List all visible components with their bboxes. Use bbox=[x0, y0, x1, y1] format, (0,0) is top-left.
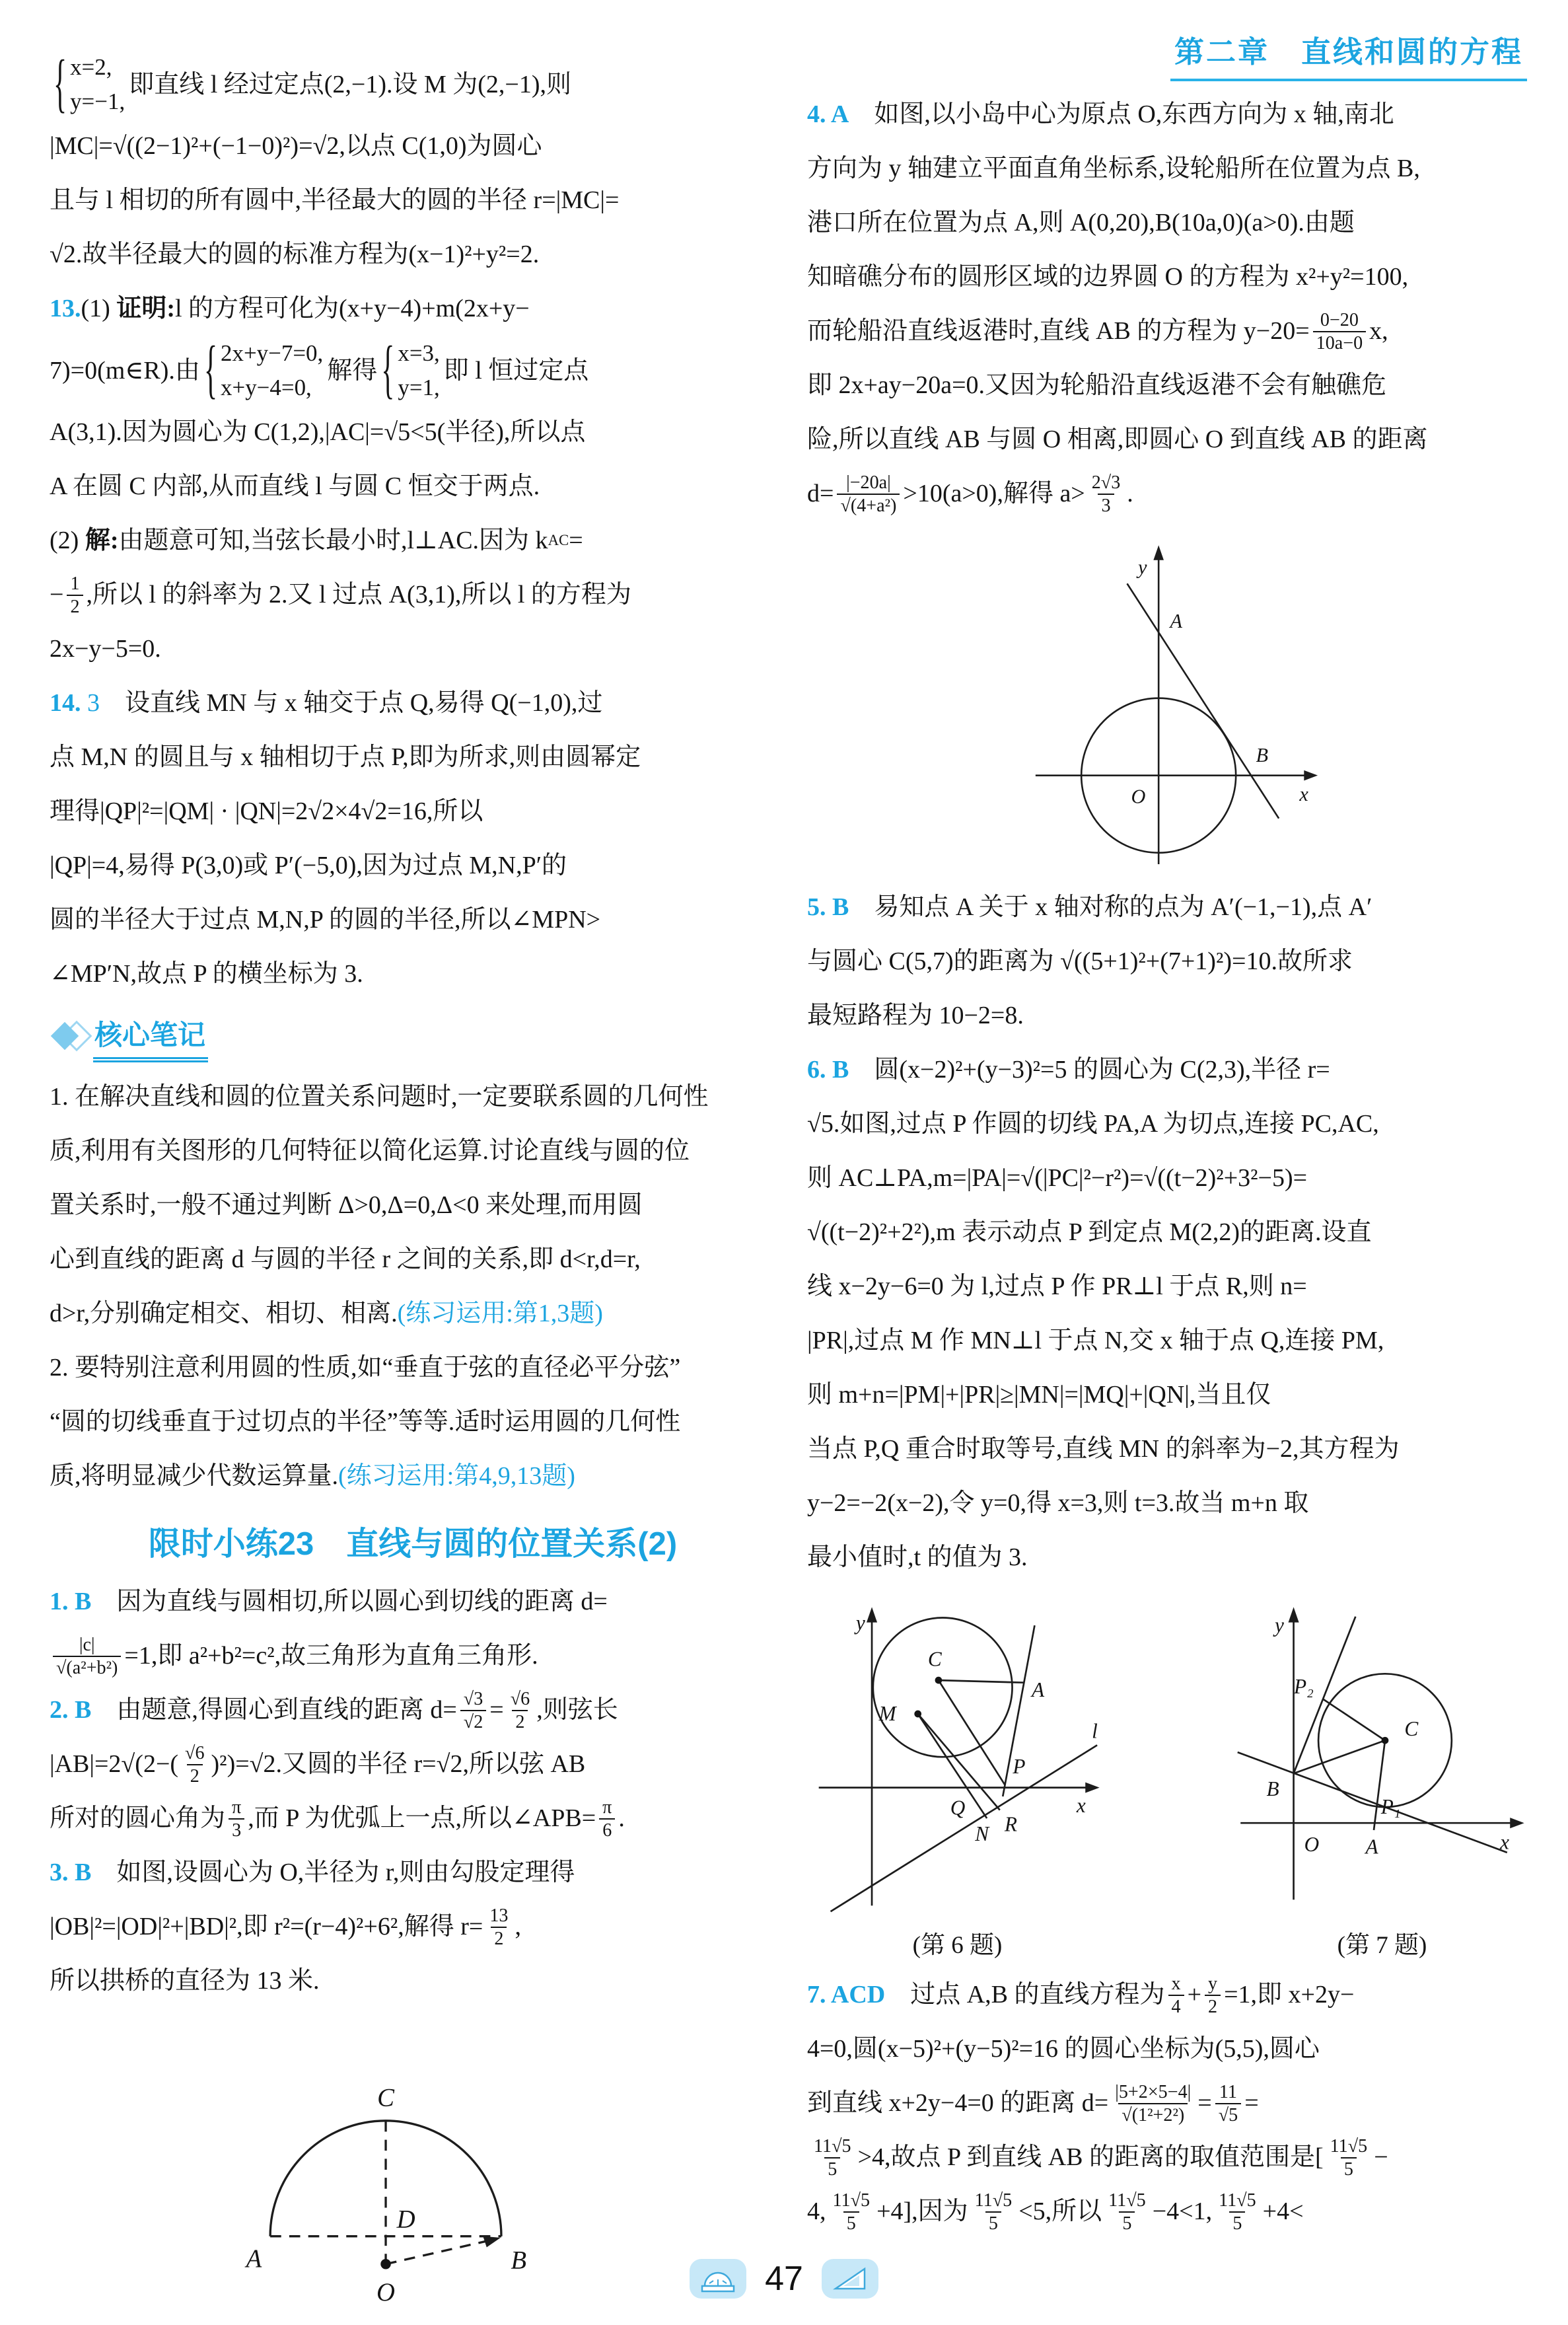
text-line: 最小值时,t 的值为 3. bbox=[807, 1543, 1028, 1572]
fraction: $\frac{0-20}{10a-0}$ bbox=[1313, 309, 1367, 354]
text-line: 3. B 如图,设圆心为 O,半径为 r,则由勾股定理得 bbox=[50, 1858, 575, 1886]
fraction: $\frac{11}{√5}$ bbox=[1215, 2081, 1241, 2126]
equation-system: { x=2, y=−1, bbox=[53, 49, 125, 121]
page-number: 47 bbox=[765, 2260, 803, 2298]
set-square-icon bbox=[822, 2259, 878, 2299]
fraction: $\frac{11√5}{5}$ bbox=[832, 2190, 871, 2234]
text-line: 2x−y−5=0. bbox=[50, 634, 161, 663]
fraction: $\frac{|5+2\times 5-4|}{\text{√(1²+2²)}}$ bbox=[1115, 2081, 1192, 2125]
point-label: B bbox=[1256, 743, 1268, 766]
text-line: 方向为 y 轴建立平面直角坐标系,设轮船所在位置为点 B, bbox=[807, 155, 1420, 183]
text-line: 所对的圆心角为 $\frac{\pi}{3}$ ,而 P 为优弧上一点,所以∠APB= $\frac{\pi}{6}$ . bbox=[50, 1796, 625, 1841]
text-line: { x=2, y=−1, 即直线 l 经过定点(2,−1).设 M 为(2,−1),则 bbox=[53, 49, 572, 121]
text-line: y−2=−2(x−2),令 y=0,得 x=3,则 t=3.故当 m+n 取 bbox=[807, 1489, 1309, 1518]
text-line: 圆的半径大于过点 M,N,P 的圆的半径,所以∠MPN> bbox=[50, 905, 601, 934]
text-line: 险,所以直线 AB 与圆 O 相离,即圆心 O 到直线 AB 的距离 bbox=[807, 425, 1428, 454]
text-line: $\frac{|c|}{\text{√(a²+b²)}}$ =1,即 a²+b²=c²,故三角形为直角三角形. bbox=[50, 1629, 776, 1683]
point-label: D bbox=[396, 2205, 415, 2234]
island-diagram bbox=[1003, 529, 1337, 873]
text-line: 且与 l 相切的所有圆中,半径最大的圆的半径 r=|MC|= bbox=[50, 186, 620, 215]
q7-figure bbox=[1232, 1593, 1532, 1960]
point-label: C bbox=[927, 1647, 942, 1671]
text-line: 14. 3 设直线 MN 与 x 轴交于点 Q,易得 Q(−1,0),过 bbox=[50, 688, 603, 717]
point-label: P bbox=[1013, 1755, 1026, 1779]
point-label: A bbox=[1365, 1835, 1378, 1859]
notes-section-header bbox=[50, 1014, 776, 1062]
fraction: $\frac{|c|}{\text{√(a²+b²)}}$ bbox=[53, 1634, 121, 1679]
point-label: A bbox=[246, 2244, 262, 2273]
diamond-icon bbox=[50, 1018, 92, 1058]
chapter-title: 第二章 直线和圆的方程 bbox=[1170, 28, 1527, 81]
text-line: 与圆心 C(5,7)的距离为 √((5+1)²+(7+1)²)=10.故所求 bbox=[807, 947, 1353, 976]
fraction: $\frac{√3}{√2}$ bbox=[460, 1688, 486, 1733]
figure-wrapper bbox=[807, 529, 1532, 873]
point-label: O bbox=[1131, 785, 1145, 808]
point-label: P₂ bbox=[1293, 1674, 1314, 1698]
fraction: $\frac{|-20a|}{\text{√(4+a²)}}$ bbox=[837, 472, 900, 517]
axis-label: y bbox=[1275, 1613, 1284, 1637]
drill-section-title: 限时小练23 直线与圆的位置关系(2) bbox=[148, 1526, 678, 1562]
text-line: 最短路程为 10−2=8. bbox=[807, 1002, 1024, 1030]
text-line: A(3,1).因为圆心为 C(1,2),|AC|=√5<5(半径),所以点 bbox=[50, 418, 586, 446]
text-line: 13. (1) 证明: l 的方程可化为(x+y−4)+m(2x+y− bbox=[50, 295, 530, 323]
point-label: M bbox=[878, 1701, 896, 1725]
text-line: |AB|=2√(2−( $\frac{√6}{2}$ )²)=√2.又圆的半径 r=√2,所以弦 AB bbox=[50, 1742, 586, 1787]
fraction: $\frac{1}{2}$ bbox=[67, 573, 83, 618]
text-line: 线 x−2y−6=0 为 l,过点 P 作 PR⊥l 于点 R,则 n= bbox=[807, 1273, 1307, 1301]
fraction: $\frac{11√5}{5}$ bbox=[814, 2135, 851, 2180]
point-label: C bbox=[1404, 1717, 1419, 1741]
text-line: 质,将明显减少代数运算量. (练习运用:第4,9,13题) bbox=[50, 1461, 575, 1490]
fraction: $\frac{2√3}{3}$ bbox=[1091, 472, 1121, 516]
fraction: $\frac{11√5}{5}$ bbox=[1330, 2135, 1368, 2180]
text-line: |PR|,过点 M 作 MN⊥l 于点 N,交 x 轴于点 Q,连接 PM, bbox=[807, 1327, 1384, 1355]
notes-title: 核心笔记 bbox=[93, 1014, 208, 1062]
text-line: “圆的切线垂直于过切点的半径”等等.适时运用圆的几何性 bbox=[50, 1407, 681, 1436]
fraction: $\frac{11√5}{5}$ bbox=[1219, 2190, 1256, 2234]
point-label: N bbox=[975, 1822, 989, 1845]
fraction: $\frac{x}{4}$ bbox=[1168, 1973, 1184, 2018]
island-figure bbox=[1003, 529, 1337, 873]
right-column bbox=[807, 28, 1532, 2239]
text-line: 点 M,N 的圆且与 x 轴相切于点 P,即为所求,则由圆幂定 bbox=[50, 743, 641, 771]
fraction: $\frac{√6}{2}$ bbox=[510, 1688, 530, 1732]
text-line: 心到直线的距离 d 与圆的半径 r 之间的关系,即 d<r,d=r, bbox=[50, 1245, 641, 1273]
fraction: $\frac{\pi}{3}$ bbox=[229, 1796, 244, 1841]
equation-system: { 2x+y−7=0, x+y−4=0, bbox=[203, 334, 324, 407]
text-line: √5.如图,过点 P 作圆的切线 PA,A 为切点,连接 PC,AC, bbox=[807, 1110, 1379, 1138]
axis-label: y bbox=[855, 1611, 865, 1635]
text-line: 4, $\frac{11√5}{5}$ +4],因为 $\frac{11√5}{5}$ <5,所以 $\frac{11√5}{5}$ −4<1, $\frac{11√5}{5}$ +4< bbox=[807, 2190, 1304, 2234]
text-line: 2. B 由题意,得圆心到直线的距离 d= $\frac{√3}{√2}$ = $\frac{√6}{2}$ ,则弦长 bbox=[50, 1688, 618, 1732]
text-line: 而轮船沿直线返港时,直线 AB 的方程为 y−20= $\frac{0-20}{10a-0}$ x, bbox=[807, 309, 1388, 353]
text-line: 4. A 如图,以小岛中心为原点 O,东西方向为 x 轴,南北 bbox=[807, 100, 1394, 129]
point-label: C bbox=[377, 2083, 394, 2112]
text-line: 质,利用有关图形的几何特征以简化运算.讨论直线与圆的位 bbox=[50, 1136, 690, 1165]
point-label: O bbox=[1304, 1833, 1320, 1857]
text-line: 当点 P,Q 重合时取等号,直线 MN 的斜率为−2,其方程为 bbox=[807, 1435, 1400, 1463]
page-footer bbox=[0, 2259, 1568, 2299]
point-label: A bbox=[1170, 610, 1182, 633]
axis-label: y bbox=[1137, 556, 1147, 579]
text-line: 7. ACD 过点 A,B 的直线方程为 $\frac{x}{4}$ + $\frac{y}{2}$ =1,即 x+2y− bbox=[807, 1973, 1355, 2017]
text-line: 置关系时,一般不通过判断 Δ>0,Δ=0,Δ<0 来处理,而用圆 bbox=[50, 1191, 643, 1219]
text-line: $\frac{11√5}{5}$ >4,故点 P 到直线 AB 的距离的取值范围是[ $\frac{11√5}{5}$ − bbox=[807, 2131, 1532, 2185]
text-line: 到直线 x+2y−4=0 的距离 d= $\frac{|5+2\times 5-4|}{\text{√(1²+2²)}}$ = $\frac{11}{√5}$ = bbox=[807, 2081, 1259, 2125]
text-line: 理得|QP|²=|QM| · |QN|=2√2×4√2=16,所以 bbox=[50, 797, 483, 825]
q6-diagram bbox=[807, 1593, 1108, 1923]
point-label: A bbox=[1032, 1678, 1045, 1702]
text-line: (2) 解: 由题意可知,当弦长最小时,l⊥AC.因为 k AC = bbox=[50, 526, 583, 554]
figure-caption: (第 6 题) bbox=[912, 1932, 1003, 1959]
text-line: 4=0,圆(x−5)²+(y−5)²=16 的圆心坐标为(5,5),圆心 bbox=[807, 2035, 1320, 2063]
point-label: B bbox=[1266, 1777, 1279, 1801]
text-line: d>r,分别确定相交、相切、相离. (练习运用:第1,3题) bbox=[50, 1299, 603, 1327]
text-line: √2.故半径最大的圆的标准方程为(x−1)²+y²=2. bbox=[50, 240, 540, 269]
figure-pair bbox=[807, 1593, 1532, 1960]
text-line: √((t−2)²+2²),m 表示动点 P 到定点 M(2,2)的距离.设直 bbox=[807, 1218, 1372, 1247]
axis-label: x bbox=[1299, 782, 1308, 805]
fraction: $\frac{13}{2}$ bbox=[489, 1905, 509, 1949]
point-label: O bbox=[376, 2277, 396, 2307]
line-label: l bbox=[1092, 1719, 1098, 1743]
equation-system: { x=3, y=1, bbox=[381, 334, 440, 407]
q6-figure bbox=[807, 1593, 1108, 1960]
text-line: d= $\frac{|-20a|}{\text{√(4+a²)}}$ >10(a>0),解得 a> $\frac{2√3}{3}$ . bbox=[807, 472, 1133, 516]
point-label: P₁ bbox=[1380, 1794, 1401, 1818]
text-line: |QP|=4,易得 P(3,0)或 P′(−5,0),因为过点 M,N,P′的 bbox=[50, 851, 567, 879]
point-label: B bbox=[511, 2246, 527, 2275]
page-header bbox=[807, 28, 1527, 81]
left-column bbox=[50, 50, 776, 2318]
point-label: R bbox=[1004, 1812, 1018, 1836]
fraction: $\frac{11√5}{5}$ bbox=[974, 2190, 1013, 2234]
right-column-content bbox=[807, 88, 1532, 2239]
text-line: A 在圆 C 内部,从而直线 l 与圆 C 恒交于两点. bbox=[50, 472, 540, 500]
text-line: 6. B 圆(x−2)²+(y−3)²=5 的圆心为 C(2,3),半径 r= bbox=[807, 1056, 1330, 1084]
fraction: $\frac{√6}{2}$ bbox=[185, 1742, 205, 1787]
q7-diagram bbox=[1232, 1593, 1532, 1923]
protractor-icon bbox=[690, 2259, 746, 2299]
text-line: 知暗礁分布的圆形区域的边界圆 O 的方程为 x²+y²=100, bbox=[807, 263, 1409, 291]
text-line: 即 2x+ay−20a=0.又因为轮船沿直线返港不会有触礁危 bbox=[807, 371, 1387, 400]
text-line: 7)=0(m∈R).由 { 2x+y−7=0, x+y−4=0, 解得 { x=3, y=1, 即 l 恒过定点 bbox=[50, 334, 589, 407]
text-line: 1. B 因为直线与圆相切,所以圆心到切线的距离 d= bbox=[50, 1587, 608, 1615]
text-line: ∠MP′N,故点 P 的横坐标为 3. bbox=[50, 959, 363, 988]
text-line: 则 m+n=|PM|+|PR|≥|MN|=|MQ|+|QN|,当且仅 bbox=[807, 1381, 1271, 1409]
text-line: 1. 在解决直线和圆的位置关系问题时,一定要联系圆的几何性 bbox=[50, 1082, 709, 1111]
text-line: 5. B 易知点 A 关于 x 轴对称的点为 A′(−1,−1),点 A′ bbox=[807, 893, 1372, 922]
text-line: 2. 要特别注意利用圆的性质,如“垂直于弦的直径必平分弦” bbox=[50, 1353, 681, 1382]
text-line: 所以拱桥的直径为 13 米. bbox=[50, 1966, 320, 1995]
text-line: − $\frac{1}{2}$ ,所以 l 的斜率为 2.又 l 过点 A(3,1),所以 l 的方程为 bbox=[50, 573, 631, 617]
fraction: $\frac{y}{2}$ bbox=[1205, 1973, 1221, 2018]
text-line: 则 AC⊥PA,m=|PA|=√(|PC|²−r²)=√((t−2)²+3²−5)= bbox=[807, 1164, 1308, 1193]
text-line: 港口所在位置为点 A,则 A(0,20),B(10a,0)(a>0).由题 bbox=[807, 209, 1355, 237]
point-label: Q bbox=[950, 1796, 966, 1820]
text-line: |MC|=√((2−1)²+(−1−0)²)=√2,以点 C(1,0)为圆心 bbox=[50, 132, 542, 161]
axis-label: x bbox=[1500, 1830, 1509, 1854]
axis-label: x bbox=[1076, 1794, 1086, 1818]
figure-caption: (第 7 题) bbox=[1337, 1932, 1427, 1959]
fraction: $\frac{\pi}{6}$ bbox=[599, 1796, 615, 1841]
text-line: |OB|²=|OD|²+|BD|²,即 r²=(r−4)²+6²,解得 r= $\frac{13}{2}$ , bbox=[50, 1905, 521, 1949]
fraction: $\frac{11√5}{5}$ bbox=[1108, 2190, 1146, 2234]
